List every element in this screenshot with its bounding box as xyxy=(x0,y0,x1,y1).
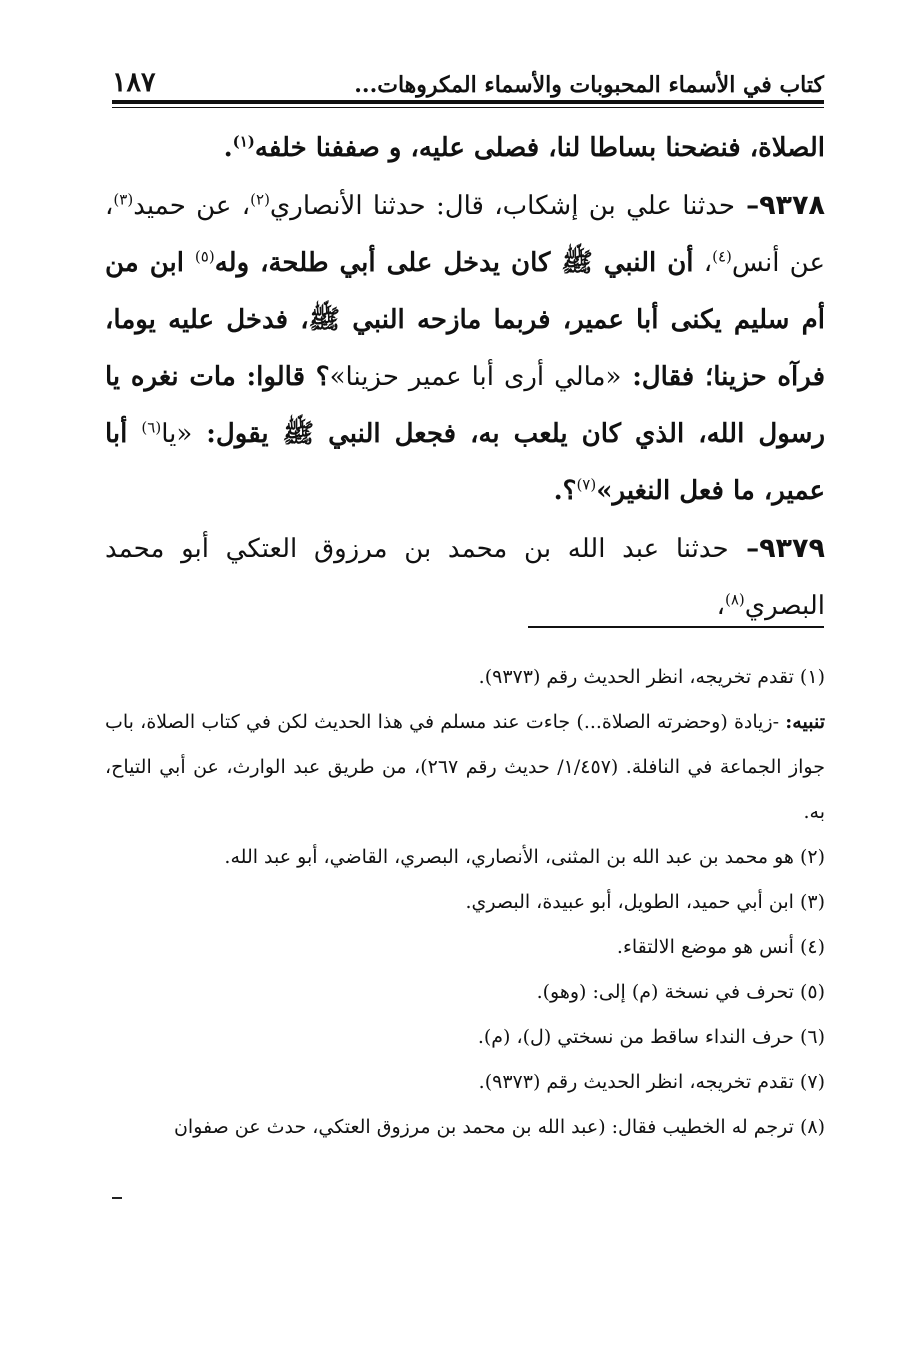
footnote-5: (٥) تحرف في نسخة (م) إلى: (وهو). xyxy=(536,981,825,1003)
footnote-6: (٦) حرف النداء ساقط من نسختي (ل)، (م). xyxy=(477,1026,825,1048)
dash: – xyxy=(734,191,760,221)
footnote-8: (٨) ترجم له الخطيب فقال: (عبد الله بن محمد بن مرزوق العتكي، حدث عن صفوان xyxy=(173,1116,825,1138)
punctuation: ، xyxy=(716,591,725,621)
matn-text: أن النبي ﷺ كان يدخل على أبي طلحة، وله xyxy=(214,248,694,278)
footnote-ref: (٥) xyxy=(194,247,215,266)
hadith-number: ٩٣٧٨ xyxy=(759,190,825,221)
header-rule-thick xyxy=(112,100,824,104)
footnote-separator xyxy=(528,626,824,628)
running-header xyxy=(112,62,824,98)
matn-text: أبا عمير، ما فعل النغير» xyxy=(105,419,825,506)
isnad-text: حدثنا عبد الله بن محمد بن مرزوق العتكي أبو محمد البصري xyxy=(105,534,825,621)
footnote-4: (٤) أنس هو موضع الالتقاء. xyxy=(616,936,825,958)
isnad-text: حدثنا علي بن إشكاب، قال: حدثنا الأنصاري xyxy=(269,191,735,221)
footnote-7: (٧) تقدم تخريجه، انظر الحديث رقم (٩٣٧٣). xyxy=(478,1071,825,1093)
isnad-text: ، عن حميد xyxy=(133,191,251,221)
footnote-ref: (٨) xyxy=(724,590,745,609)
punctuation: . xyxy=(223,133,233,163)
footnote-2: (٢) هو محمد بن عبد الله بن المثنى، الأنصاري، البصري، القاضي، أبو عبد الله. xyxy=(224,846,825,868)
note-label: تنبيه: xyxy=(785,711,825,733)
footnote-ref: (٢) xyxy=(250,190,270,209)
isnad-text: ، عن أنس xyxy=(105,191,825,278)
note-text: -زيادة (وحضرته الصلاة...) جاءت عند مسلم في هذا الحديث لكن في كتاب الصلاة، باب جواز الجماعة في النافلة. (١/٤٥٧/ حديث رقم ٢٦٧)، من طريق عبد الوارث، عن أبي التياح، به. xyxy=(105,711,825,823)
matn-text: ابن من أم سليم يكنى أبا عمير، فربما مازحه النبي ﷺ، فدخل عليه يوما، فرآه حزينا؛ فقال: xyxy=(105,248,826,392)
header-rule-thin xyxy=(112,107,824,108)
page-number: ١٨٧ xyxy=(112,67,156,98)
footnote-ref: (٤) xyxy=(712,247,732,266)
footnote-ref: (١) xyxy=(232,132,255,151)
footnote-note xyxy=(105,700,825,835)
running-title: كتاب في الأسماء المحبوبات والأسماء المكروهات... xyxy=(354,72,824,98)
continuation-mark xyxy=(112,1197,122,1199)
quoted-speech: «مالي أرى أبا عمير حزينا» xyxy=(329,362,622,392)
footnote-ref: (٣) xyxy=(113,190,134,209)
hadith-number: ٩٣٧٩ xyxy=(759,533,825,564)
footnote-ref: (٧) xyxy=(576,475,597,494)
main-text xyxy=(105,120,825,635)
footnote-ref: (٦) xyxy=(141,418,162,437)
dash: – xyxy=(728,534,760,564)
quoted-speech: «يا xyxy=(161,419,193,449)
footnotes xyxy=(105,655,825,1150)
isnad-text: ، xyxy=(693,248,713,278)
punctuation: ؟. xyxy=(553,476,577,506)
paragraph-text: الصلاة، فنضحنا بساطا لنا، فصلى عليه، و صففنا خلفه xyxy=(254,133,825,163)
footnote-1: (١) تقدم تخريجه، انظر الحديث رقم (٩٣٧٣). xyxy=(478,666,825,688)
matn-text: ؟ قالوا: مات نغره يا رسول الله، الذي كان يلعب به، فجعل النبي ﷺ يقول: xyxy=(105,362,825,449)
paragraph-continuation xyxy=(105,120,825,177)
footnote-3: (٣) ابن أبي حميد، الطويل، أبو عبيدة، البصري. xyxy=(465,891,825,913)
hadith-9378 xyxy=(105,177,825,520)
hadith-9379 xyxy=(105,520,825,635)
